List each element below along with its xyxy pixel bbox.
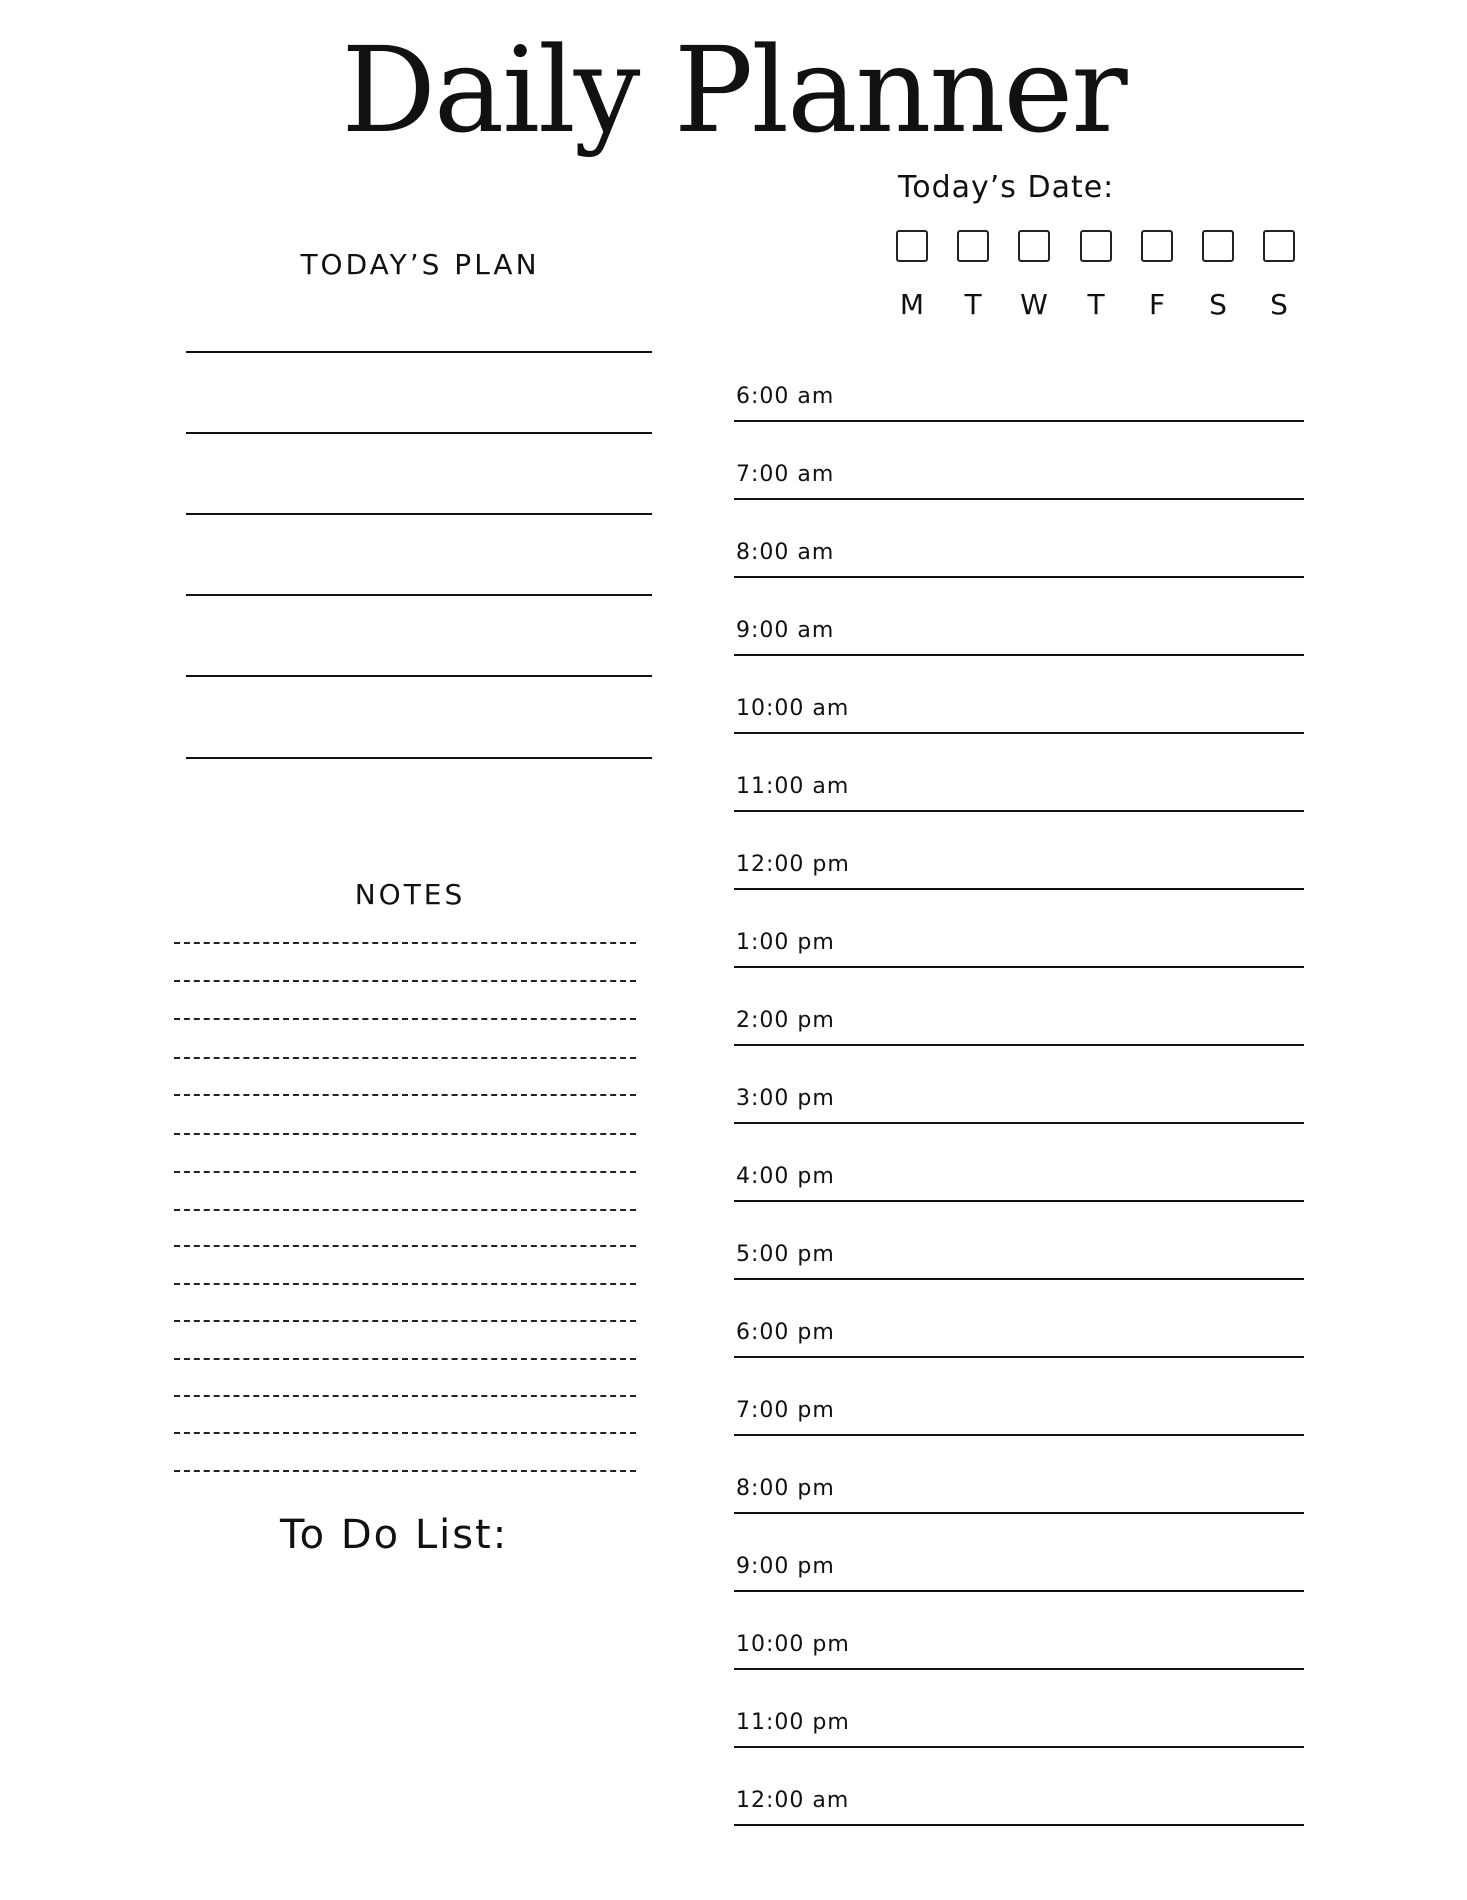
schedule-row[interactable] [734,928,1304,986]
hour-label: 6:00 am [736,384,835,409]
schedule-row[interactable] [734,772,1304,830]
schedule-row[interactable] [734,1552,1304,1610]
schedule-row[interactable] [734,460,1304,518]
notes-dashed-line[interactable] [174,1171,636,1173]
notes-dashed-line[interactable] [174,1432,636,1434]
schedule-row[interactable] [734,1708,1304,1766]
notes-dashed-line[interactable] [174,1320,636,1322]
hour-writing-line [734,1668,1304,1670]
hour-label: 6:00 pm [736,1320,835,1345]
plan-writing-line[interactable] [186,675,652,677]
notes-dashed-line[interactable] [174,1209,636,1211]
hour-writing-line [734,1122,1304,1124]
schedule-row[interactable] [734,1786,1304,1844]
schedule-row[interactable] [734,694,1304,752]
notes-dashed-line[interactable] [174,1133,636,1135]
notes-dashed-line[interactable] [174,1245,636,1247]
day-checkbox-wednesday[interactable] [1018,230,1050,262]
day-checkbox-monday[interactable] [896,230,928,262]
hour-label: 11:00 am [736,774,850,799]
plan-writing-line[interactable] [186,351,652,353]
day-checkbox-tuesday[interactable] [957,230,989,262]
date-label: Today’s Date: [898,170,1115,205]
plan-writing-line[interactable] [186,432,652,434]
hour-label: 1:00 pm [736,930,835,955]
day-label-saturday: S [1209,288,1227,321]
schedule-row[interactable] [734,1240,1304,1298]
schedule-row[interactable] [734,382,1304,440]
hour-label: 2:00 pm [736,1008,835,1033]
hour-label: 7:00 am [736,462,835,487]
hour-writing-line [734,1434,1304,1436]
day-label-wednesday: W [1020,288,1048,321]
plan-writing-line[interactable] [186,757,652,759]
hour-writing-line [734,1356,1304,1358]
schedule-row[interactable] [734,1006,1304,1064]
hour-label: 9:00 am [736,618,835,643]
hour-writing-line [734,966,1304,968]
hour-writing-line [734,888,1304,890]
hour-writing-line [734,1824,1304,1826]
hour-writing-line [734,420,1304,422]
schedule-row[interactable] [734,1318,1304,1376]
hour-writing-line [734,732,1304,734]
hour-label: 9:00 pm [736,1554,835,1579]
day-label-monday: M [899,288,925,321]
day-label-sunday: S [1270,288,1288,321]
notes-dashed-line[interactable] [174,1094,636,1096]
todays-plan-heading: TODAY’S PLAN [300,248,540,281]
day-label-friday: F [1148,288,1166,321]
day-label-thursday: T [1087,288,1105,321]
notes-dashed-line[interactable] [174,1283,636,1285]
hour-writing-line [734,1746,1304,1748]
notes-dashed-line[interactable] [174,1057,636,1059]
plan-writing-line[interactable] [186,594,652,596]
hour-writing-line [734,1512,1304,1514]
page-title: Daily Planner [341,21,1126,159]
schedule-row[interactable] [734,1396,1304,1454]
hour-label: 4:00 pm [736,1164,835,1189]
hour-label: 7:00 pm [736,1398,835,1423]
schedule-row[interactable] [734,850,1304,908]
schedule-row[interactable] [734,1474,1304,1532]
hour-writing-line [734,498,1304,500]
schedule-row[interactable] [734,1162,1304,1220]
notes-dashed-line[interactable] [174,980,636,982]
schedule-row[interactable] [734,1630,1304,1688]
notes-dashed-line[interactable] [174,942,636,944]
schedule-row[interactable] [734,616,1304,674]
hour-label: 5:00 pm [736,1242,835,1267]
hour-writing-line [734,1044,1304,1046]
schedule-row[interactable] [734,1084,1304,1142]
notes-dashed-line[interactable] [174,1018,636,1020]
hour-label: 11:00 pm [736,1710,850,1735]
plan-writing-line[interactable] [186,513,652,515]
hour-label: 8:00 pm [736,1476,835,1501]
todo-list-heading: To Do List: [280,1512,509,1558]
hour-writing-line [734,1278,1304,1280]
day-checkbox-saturday[interactable] [1202,230,1234,262]
hour-label: 10:00 pm [736,1632,850,1657]
hour-writing-line [734,654,1304,656]
hour-writing-line [734,1590,1304,1592]
day-checkbox-sunday[interactable] [1263,230,1295,262]
hour-writing-line [734,810,1304,812]
hour-label: 3:00 pm [736,1086,835,1111]
day-checkbox-thursday[interactable] [1080,230,1112,262]
notes-dashed-line[interactable] [174,1358,636,1360]
hour-label: 10:00 am [736,696,850,721]
notes-heading: NOTES [354,878,466,911]
hour-writing-line [734,1200,1304,1202]
notes-dashed-line[interactable] [174,1395,636,1397]
day-label-tuesday: T [964,288,982,321]
hour-label: 12:00 am [736,1788,850,1813]
schedule-row[interactable] [734,538,1304,596]
hour-label: 12:00 pm [736,852,850,877]
hour-label: 8:00 am [736,540,835,565]
notes-dashed-line[interactable] [174,1470,636,1472]
day-checkbox-friday[interactable] [1141,230,1173,262]
hour-writing-line [734,576,1304,578]
